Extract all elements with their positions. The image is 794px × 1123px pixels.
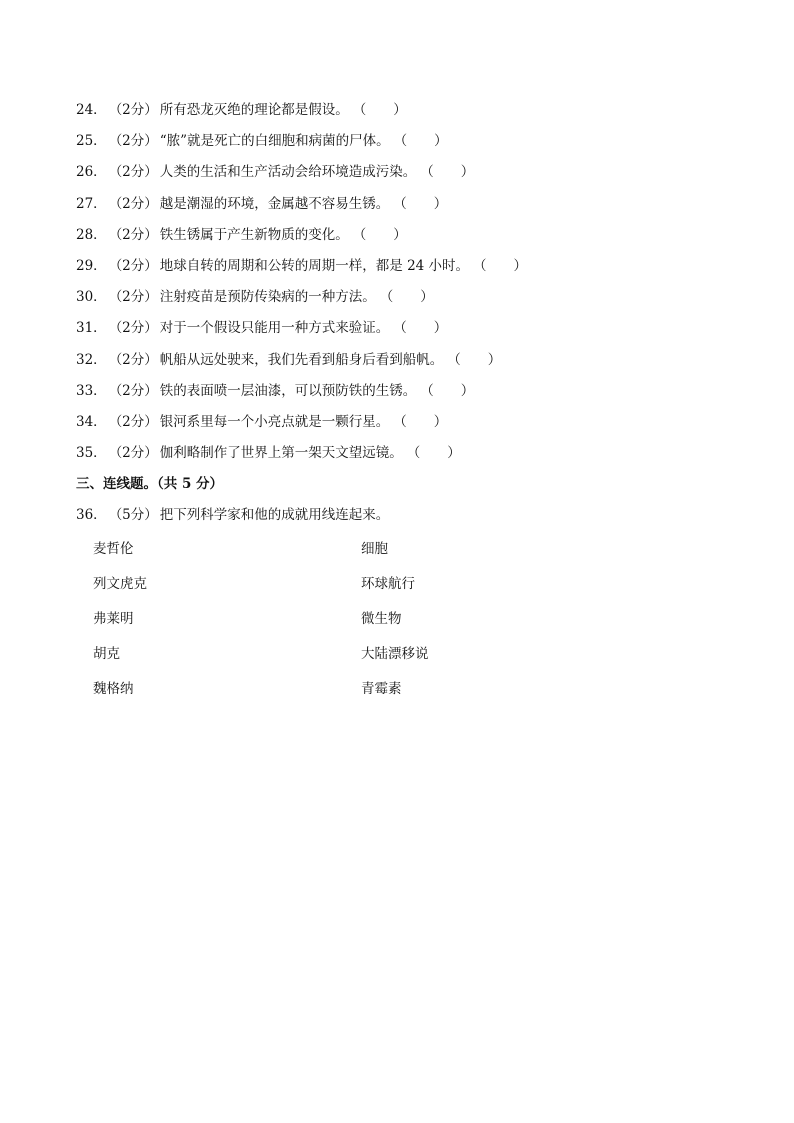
question-26 [76, 160, 756, 191]
question-34 [76, 410, 756, 441]
question-text: 银河系里每一个小亮点就是一颗行星。 [159, 413, 390, 430]
question-text: 越是潮湿的环境，金属越不容易生锈。 [159, 195, 390, 212]
question-27 [76, 192, 756, 223]
matching-row [93, 572, 513, 607]
achievement-item[interactable]: 细胞 [361, 541, 388, 557]
answer-blank[interactable]: （ ） [393, 133, 448, 150]
question-number: 31． [76, 320, 107, 337]
question-text: 对于一个假设只能用一种方式来验证。 [159, 320, 390, 337]
scientist-item[interactable]: 胡克 [93, 646, 120, 662]
question-number: 35． [76, 445, 107, 462]
question-score: （2分） [108, 382, 158, 399]
answer-blank[interactable]: （ ） [447, 351, 502, 368]
question-text: 铁生锈属于产生新物质的变化。 [159, 226, 349, 243]
matching-row [93, 607, 513, 642]
question-score: （2分） [108, 164, 158, 181]
question-score: （5分） [108, 507, 158, 524]
question-text: 人类的生活和生产活动会给环境造成污染。 [159, 164, 417, 181]
question-30 [76, 285, 756, 316]
answer-blank[interactable]: （ ） [393, 320, 448, 337]
question-text: 注射疫苗是预防传染病的一种方法。 [159, 289, 376, 306]
question-number: 27． [76, 195, 107, 212]
question-31 [76, 316, 756, 347]
question-score: （2分） [108, 133, 158, 150]
question-32 [76, 348, 756, 379]
answer-blank[interactable]: （ ） [420, 164, 475, 181]
question-36 [76, 503, 756, 534]
achievement-item[interactable]: 微生物 [361, 611, 402, 627]
answer-blank[interactable]: （ ） [393, 195, 448, 212]
answer-blank[interactable]: （ ） [473, 257, 528, 274]
question-number: 28． [76, 226, 107, 243]
achievement-item[interactable]: 大陆漂移说 [361, 646, 429, 662]
question-score: （2分） [108, 351, 158, 368]
question-text: 所有恐龙灭绝的理论都是假设。 [159, 102, 349, 118]
scientist-item[interactable]: 列文虎克 [93, 576, 147, 592]
answer-blank[interactable]: （ ） [406, 445, 461, 462]
question-text: 伽利略制作了世界上第一架天文望远镜。 [159, 445, 403, 462]
question-text: “脓”就是死亡的白细胞和病菌的尸体。 [159, 133, 390, 150]
question-text: 帆船从远处驶来，我们先看到船身后看到船帆。 [159, 351, 444, 368]
matching-exercise [93, 537, 513, 712]
question-number: 34． [76, 413, 107, 430]
question-text: 铁的表面喷一层油漆，可以预防铁的生锈。 [159, 382, 417, 399]
question-number: 24． [76, 102, 107, 118]
scientist-item[interactable]: 麦哲伦 [93, 541, 134, 557]
question-text: 地球自转的周期和公转的周期一样，都是 24 小时。 [159, 257, 470, 274]
answer-blank[interactable]: （ ） [352, 102, 407, 118]
question-score: （2分） [108, 102, 158, 118]
matching-row [93, 537, 513, 572]
matching-row [93, 677, 513, 712]
scientist-item[interactable]: 弗莱明 [93, 611, 134, 627]
question-28 [76, 223, 756, 254]
question-24 [76, 98, 756, 129]
question-number: 25． [76, 133, 107, 150]
question-score: （2分） [108, 226, 158, 243]
question-33 [76, 379, 756, 410]
achievement-item[interactable]: 环球航行 [361, 576, 415, 592]
question-score: （2分） [108, 195, 158, 212]
section-heading-matching: 三、连线题。（共 5 分） [76, 476, 224, 493]
question-score: （2分） [108, 289, 158, 306]
question-score: （2分） [108, 413, 158, 430]
question-25 [76, 129, 756, 160]
answer-blank[interactable]: （ ） [420, 382, 475, 399]
question-number: 36． [76, 507, 107, 524]
question-29 [76, 254, 756, 285]
answer-blank[interactable]: （ ） [379, 289, 434, 306]
question-number: 29． [76, 257, 107, 274]
question-35 [76, 441, 756, 472]
question-score: （2分） [108, 445, 158, 462]
achievement-item[interactable]: 青霉素 [361, 681, 402, 697]
question-number: 32． [76, 351, 107, 368]
question-number: 30． [76, 289, 107, 306]
question-number: 33． [76, 382, 107, 399]
scientist-item[interactable]: 魏格纳 [93, 681, 134, 697]
answer-blank[interactable]: （ ） [352, 226, 407, 243]
answer-blank[interactable]: （ ） [393, 413, 448, 430]
question-score: （2分） [108, 257, 158, 274]
question-list [76, 98, 756, 535]
question-score: （2分） [108, 320, 158, 337]
question-number: 26． [76, 164, 107, 181]
matching-row [93, 642, 513, 677]
question-text: 把下列科学家和他的成就用线连起来。 [159, 507, 390, 524]
